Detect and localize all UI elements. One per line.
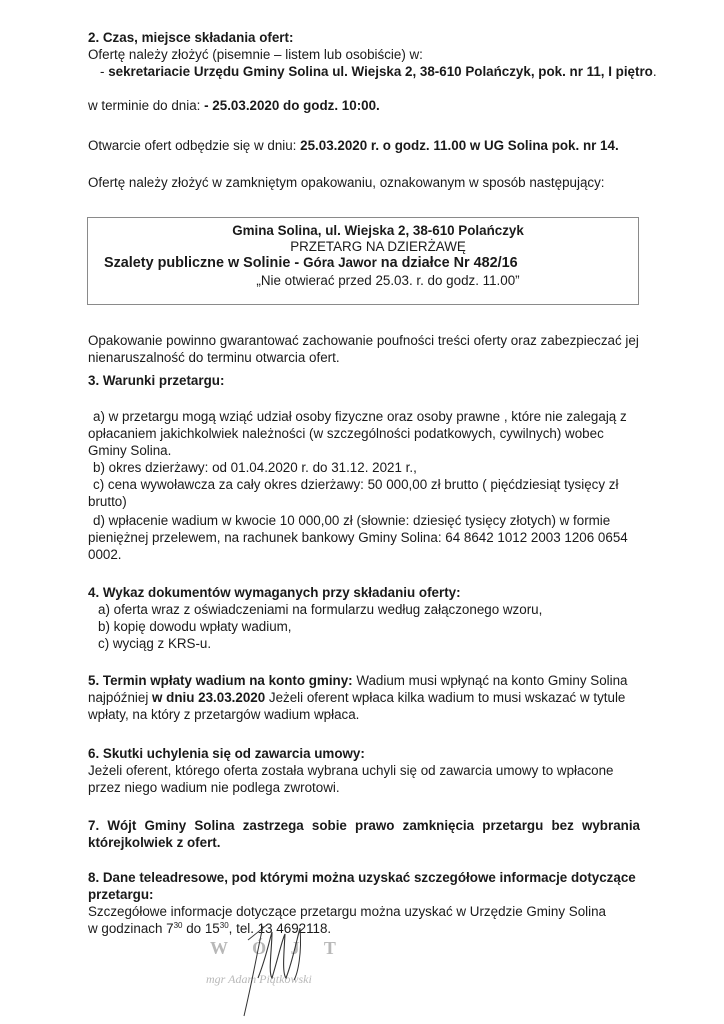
condition-a-line-1: a) w przetargu mogą wziąć udział osoby fizyczne oraz osoby prawne , które nie zalegają z: [93, 409, 627, 424]
envelope-label-box: [87, 217, 639, 305]
confidentiality-line-2: nienaruszalność do terminu otwarcia ofert.: [88, 350, 340, 365]
section-8-heading-line-1: 8. Dane teleadresowe, pod którymi można uzyskać szczegółowe informacje dotyczące: [88, 870, 636, 885]
condition-a-line-2: opłacaniem jakichkolwiek należności (w szczególności podatkowych, cywilnych) wobec: [88, 426, 604, 441]
section-3-heading: 3. Warunki przetargu:: [88, 373, 225, 388]
section-2-heading: 2. Czas, miejsce składania ofert:: [88, 30, 294, 45]
section-2-intro: Ofertę należy złożyć (pisemnie – listem lub osobiście) w:: [88, 47, 423, 62]
deadline-value: - 25.03.2020 do godz. 10:00.: [204, 98, 380, 113]
label-do-not-open: „Nie otwierać przed 25.03. r. do godz. 11.00”: [256, 273, 520, 288]
section-5-line-1: 5. Termin wpłaty wadium na konto gminy: Wadium musi wpłynąć na konto Gminy Solina: [88, 673, 628, 688]
condition-d-line-3: 0002.: [88, 547, 122, 562]
condition-c-line-1: c) cena wywoławcza za cały okres dzierżawy: 50 000,00 zł brutto ( pięćdziesiąt tysięcy zł: [93, 477, 619, 492]
label-tender-type: PRZETARG NA DZIERŻAWĘ: [290, 239, 466, 254]
section-5-heading: 5. Termin wpłaty wadium na konto gminy:: [88, 673, 353, 688]
condition-d-line-2: pieniężnej przelewem, na rachunek bankowy Gminy Solina: 64 8642 1012 2003 1206 0654: [88, 530, 628, 545]
label-subject: Szalety publiczne w Solinie - Góra Jawor na działce Nr 482/16: [104, 255, 518, 271]
section-8-line-2: w godzinach $7^{30}$ do $15^{30}$, tel. 13 4692118.: [88, 921, 332, 936]
packaging-intro: Ofertę należy złożyć w zamkniętym opakowaniu, oznakowanym w sposób następujący:: [88, 175, 605, 190]
bullet: -: [100, 64, 105, 79]
wadium-deadline: w dniu 23.03.2020: [152, 690, 266, 705]
section-7-line-2: którejkolwiek z ofert.: [88, 835, 221, 850]
section-5-line-3: wpłaty, na który z przetargów wadium wpłaca.: [88, 707, 360, 722]
submission-place: - sekretariacie Urzędu Gminy Solina ul. Wiejska 2, 38-610 Polańczyk, pok. nr 11, I piętro.: [100, 64, 657, 79]
section-6-heading: 6. Skutki uchylenia się od zawarcia umowy:: [88, 746, 365, 761]
document-item: a) oferta wraz z oświadczeniami na formularzu według załączonego wzoru,: [98, 602, 543, 617]
condition-b: b) okres dzierżawy: od 01.04.2020 r. do 31.12. 2021 r.,: [93, 460, 417, 475]
label-address: Gmina Solina, ul. Wiejska 2, 38-610 Polańczyk: [232, 223, 524, 238]
condition-d-line-1: d) wpłacenie wadium w kwocie 10 000,00 zł (słownie: dziesięć tysięcy złotych) w formie: [93, 513, 611, 528]
document-item: b) kopię dowodu wpłaty wadium,: [98, 619, 292, 634]
confidentiality-line-1: Opakowanie powinno gwarantować zachowanie poufności treści oferty oraz zabezpieczać jej: [88, 333, 639, 348]
condition-c-line-2: brutto): [88, 494, 127, 509]
stamp-title: W Ó J T: [210, 938, 346, 958]
opening: [88, 137, 619, 154]
section-4-heading: 4. Wykaz dokumentów wymaganych przy składaniu oferty:: [88, 585, 461, 600]
condition-a-line-3: Gminy Solina.: [88, 443, 172, 458]
section-7-line-1: 7. Wójt Gminy Solina zastrzega sobie prawo zamknięcia przetargu bez wybrania: [88, 818, 640, 833]
section-8-line-1: Szczegółowe informacje dotyczące przetargu można uzyskać w Urzędzie Gminy Solina: [88, 904, 606, 919]
deadline: [88, 97, 380, 114]
section-6-line-2: przez niego wadium nie podlega zwrotowi.: [88, 780, 340, 795]
section-8-heading-line-2: przetargu:: [88, 887, 154, 902]
stamp-name: mgr Adam Piątkowski: [206, 972, 312, 986]
deadline-label: w terminie do dnia:: [88, 98, 201, 113]
submission-place-text: sekretariacie Urzędu Gminy Solina ul. Wiejska 2, 38-610 Polańczyk, pok. nr 11, I piętro: [108, 64, 653, 79]
signature-icon: [228, 918, 338, 1018]
section-5-line-2: najpóźniej w dniu 23.03.2020 Jeżeli oferent wpłaca kilka wadium to musi wskazać w tytule: [88, 690, 626, 705]
document-item: c) wyciąg z KRS-u.: [98, 636, 212, 651]
opening-label: Otwarcie ofert odbędzie się w dniu:: [88, 138, 297, 153]
opening-value: 25.03.2020 r. o godz. 11.00 w UG Solina pok. nr 14.: [300, 138, 619, 153]
section-6-line-1: Jeżeli oferent, którego oferta została wybrana uchyli się od zawarcia umowy to wpłacone: [88, 763, 614, 778]
